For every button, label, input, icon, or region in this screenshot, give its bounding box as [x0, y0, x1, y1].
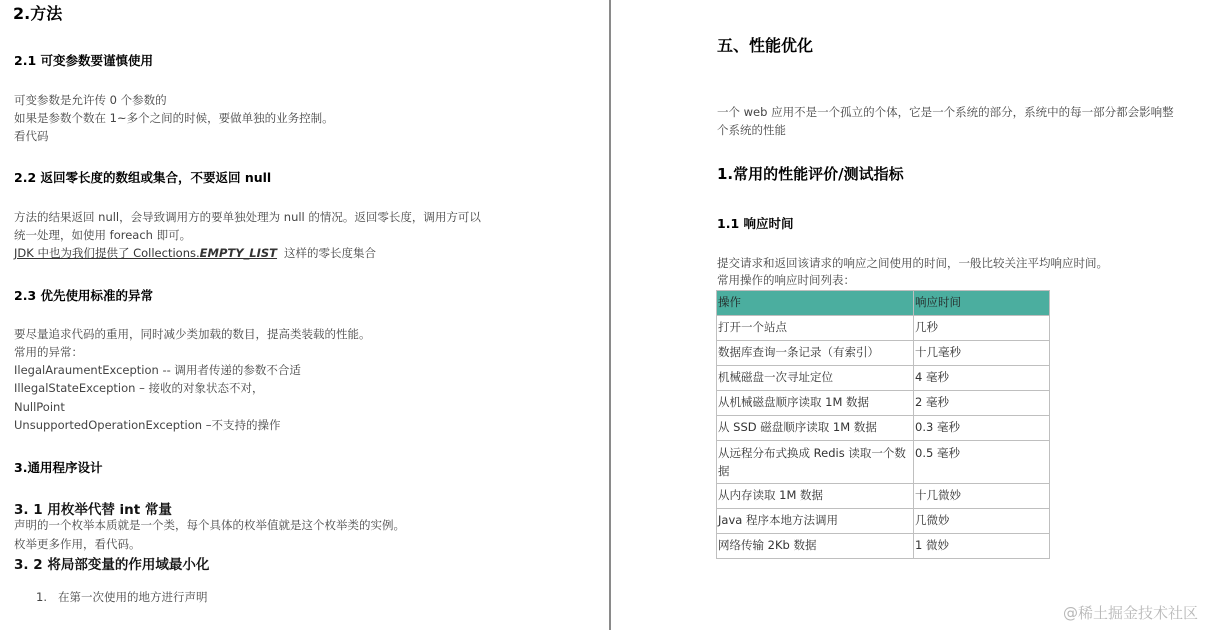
- table-row: [717, 441, 1050, 484]
- cell-operation: 网络传输 2Kb 数据: [717, 534, 914, 559]
- section-2-3-line: 要尽量追求代码的重用，同时减少类加载的数目，提高类装载的性能。: [14, 327, 371, 341]
- table-header-row: [717, 291, 1050, 316]
- section-3-2-title: 3. 2 将局部变量的作用域最小化: [14, 557, 210, 573]
- section-3-title: 3.通用程序设计: [14, 460, 103, 475]
- cell-response-time: 几秒: [914, 316, 1050, 341]
- section-2-3-line: IlegalAraumentException -- 调用者传递的参数不合适: [14, 363, 301, 377]
- cell-operation: 打开一个站点: [717, 316, 914, 341]
- cell-operation: Java 程序本地方法调用: [717, 509, 914, 534]
- list-item: 在第一次使用的地方进行声明: [58, 590, 208, 604]
- section-2-1-line: 看代码: [14, 129, 49, 143]
- cell-operation: 从内存读取 1M 数据: [717, 484, 914, 509]
- cell-response-time: 几微妙: [914, 509, 1050, 534]
- cell-response-time: 0.5 毫秒: [914, 441, 1050, 484]
- metrics-title: 1.常用的性能评价/测试指标: [717, 165, 904, 183]
- cell-response-time: 2 毫秒: [914, 391, 1050, 416]
- column-header-response-time: 响应时间: [914, 291, 1050, 316]
- section-2-1-title: 2.1 可变参数要谨慎使用: [14, 53, 153, 68]
- column-header-operation: 操作: [717, 291, 914, 316]
- cell-response-time: 十几毫秒: [914, 341, 1050, 366]
- section-2-3-title: 2.3 优先使用标准的异常: [14, 288, 153, 303]
- response-time-line: 提交请求和返回该请求的响应之间使用的时间，一般比较关注平均响应时间。: [717, 256, 1108, 270]
- response-time-table: [716, 290, 1050, 559]
- table-row: [717, 366, 1050, 391]
- empty-list-link[interactable]: [14, 244, 277, 262]
- cell-response-time: 0.3 毫秒: [914, 416, 1050, 441]
- table-row: [717, 484, 1050, 509]
- response-time-title: 1.1 响应时间: [717, 216, 794, 231]
- table-row: [717, 316, 1050, 341]
- list-number: 1.: [36, 590, 47, 604]
- cell-response-time: 十几微妙: [914, 484, 1050, 509]
- link-prefix: JDK 中也为我们提供了 Collections.: [14, 246, 200, 260]
- intro-line: 一个 web 应用不是一个孤立的个体，它是一个系统的部分，系统中的每一部分都会影响整: [717, 105, 1174, 119]
- table-row: [717, 341, 1050, 366]
- section-2-3-line: UnsupportedOperationException –不支持的操作: [14, 418, 281, 432]
- page-divider: [609, 0, 611, 630]
- response-time-line: 常用操作的响应时间列表：: [717, 273, 855, 287]
- cell-response-time: 1 微妙: [914, 534, 1050, 559]
- section-3-1-title: 3. 1 用枚举代替 int 常量: [14, 502, 172, 518]
- cell-operation: 从远程分布式换成 Redis 读取一个数据: [717, 441, 914, 484]
- cell-operation: 机械磁盘一次寻址定位: [717, 366, 914, 391]
- link-suffix: 这样的零长度集合: [284, 246, 376, 260]
- section-2-3-line: 常用的异常：: [14, 345, 83, 359]
- section-2-3-line: NullPoint: [14, 400, 65, 414]
- section-2-1-line: 如果是参数个数在 1~多个之间的时候，要做单独的业务控制。: [14, 111, 334, 125]
- section-2-2-line: 方法的结果返回 null，会导致调用方的要单独处理为 null 的情况。返回零长度，调用方可以: [14, 210, 481, 224]
- performance-heading: 五、性能优化: [717, 36, 814, 55]
- watermark: @稀土掘金技术社区: [1063, 604, 1199, 622]
- table-row: [717, 391, 1050, 416]
- table-row: [717, 509, 1050, 534]
- intro-line: 个系统的性能: [717, 123, 786, 137]
- cell-operation: 数据库查询一条记录（有索引）: [717, 341, 914, 366]
- cell-operation: 从 SSD 磁盘顺序读取 1M 数据: [717, 416, 914, 441]
- cell-response-time: 4 毫秒: [914, 366, 1050, 391]
- section-2-3-line: IllegalStateException – 接收的对象状态不对，: [14, 381, 264, 395]
- cell-operation: 从机械磁盘顺序读取 1M 数据: [717, 391, 914, 416]
- section-2-2-line: 统一处理，如使用 foreach 即可。: [14, 228, 192, 242]
- section-2-2-title: 2.2 返回零长度的数组或集合，不要返回 null: [14, 170, 272, 185]
- section-heading-methods: 2.方法: [13, 4, 63, 23]
- section-3-1-line: 枚举更多作用，看代码。: [14, 537, 141, 551]
- table-row: [717, 416, 1050, 441]
- link-emphasis: EMPTY_LIST: [199, 246, 278, 260]
- table-row: [717, 534, 1050, 559]
- section-3-1-line: 声明的一个枚举本质就是一个类，每个具体的枚举值就是这个枚举类的实例。: [14, 518, 405, 532]
- section-2-1-line: 可变参数是允许传 0 个参数的: [14, 93, 167, 107]
